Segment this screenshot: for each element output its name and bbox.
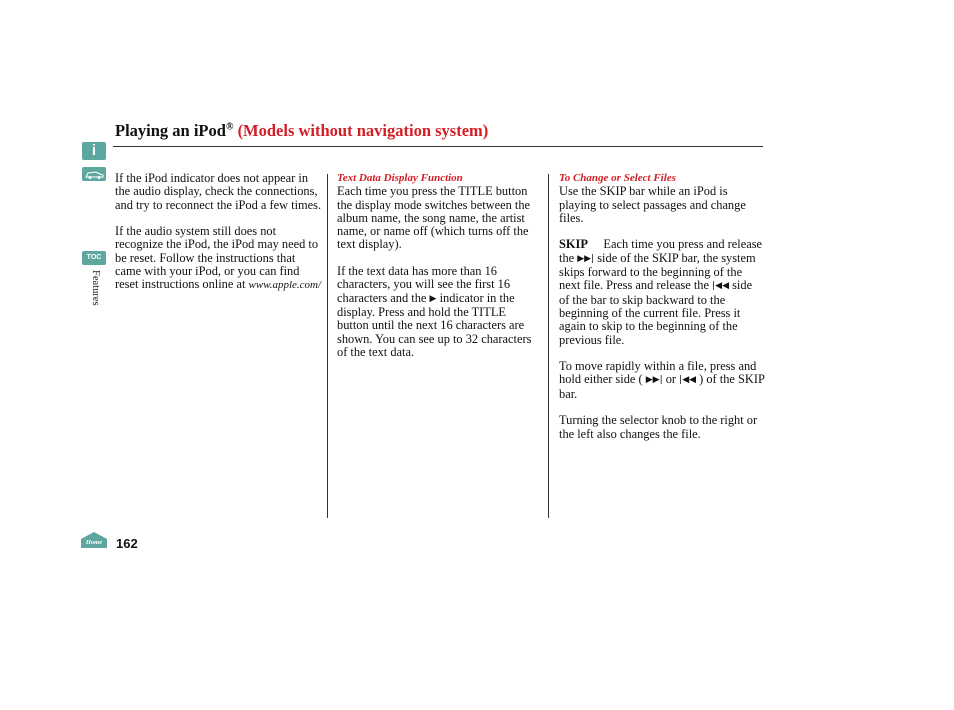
col1-paragraph-2-text: If the audio system still does not recognize the iPod, the iPod may need to be reset. Follow the instructions that came with your iPod, or you can find reset instructions online at [115,224,319,292]
skip-text-a: Each time you press and release the [559,237,763,265]
column-divider-1 [327,174,328,518]
skip-forward-icon: ▶▶| [577,253,595,264]
col3-paragraph-3 [559,360,765,401]
col3-skip-paragraph [559,238,765,346]
home-button[interactable] [80,531,108,554]
column-divider-2 [548,174,549,518]
col2-paragraph-2 [337,265,539,359]
home-icon [80,531,108,549]
skip-back-icon: |◀◀ [679,375,697,386]
section-label: Features [90,270,101,306]
col2-heading: Text Data Display Function [337,172,463,184]
play-indicator-icon: ▶ [429,293,437,304]
column-1 [115,172,323,293]
title-red: (Models without navigation system) [237,121,489,140]
p3-text-b: ) of the SKIP bar. [559,372,765,401]
p3-text-a: To move rapidly within a file, press and hold either side ( [559,359,757,387]
title-registered: ® [225,121,234,133]
skip-text-b: side of the SKIP bar, the system skips forward to the beginning of the next file. Press and release the [559,250,756,293]
col3-paragraph-1: Use the SKIP bar while an iPod is playing to select passages and change files. [559,184,746,225]
skip-label: SKIP [559,237,588,252]
toc-label: TOC [86,254,102,261]
col2-paragraph-2-a: If the text data has more than 16 characters, you will see the first 16 characters and the [337,264,511,305]
apple-url-link[interactable]: www.apple.com/ [248,279,322,292]
car-button[interactable] [82,167,106,181]
col3-paragraph-4: Turning the selector knob to the right or the left also changes the file. [559,413,758,441]
col2-paragraph-1: Each time you press the TITLE button the display mode switches between the album name, the song name, the artist name, or name off (which turns off the text display). [337,184,531,252]
col3-heading: To Change or Select Files [559,172,676,184]
col1-paragraph-2 [115,225,323,292]
title-rule [113,146,763,147]
car-icon [82,167,106,181]
skip-back-icon: |◀◀ [712,281,729,292]
page-number: 162 [116,536,138,551]
skip-forward-icon: ▶▶| [645,375,663,386]
col1-paragraph-1: If the iPod indicator does not appear in the audio display, check the connections, and try to reconnect the iPod a few times. [115,171,322,212]
page-title [115,121,488,141]
column-3 [559,172,765,441]
column-2 [337,172,539,359]
p3-or: or [665,372,677,387]
info-button[interactable] [82,142,106,160]
title-black: Playing an iPod [115,121,226,140]
home-label: Home [85,539,103,546]
skip-text-c: side of the bar to skip backward to the beginning of the current file. Press it again to skip to the beginning of the previous file. [559,278,753,347]
col2-paragraph-2-b: indicator in the display. Press and hold the TITLE button until the next 16 characters are shown. You can see up to 32 characters of the text data. [337,290,532,359]
info-icon: i [91,142,97,159]
toc-button[interactable] [82,251,106,265]
